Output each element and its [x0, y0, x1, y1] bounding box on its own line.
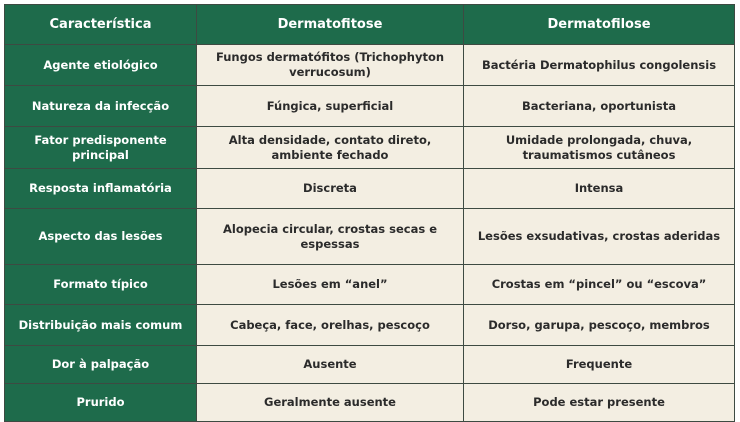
- dermatofilose-cell: Frequente: [464, 346, 735, 384]
- table-row: [5, 86, 735, 127]
- header-caracteristica: Característica: [5, 5, 197, 45]
- row-label: Distribuição mais comum: [5, 305, 197, 346]
- header-dermatofilose: Dermatofilose: [464, 5, 735, 45]
- dermatofitose-cell: Lesões em “anel”: [197, 265, 464, 305]
- dermatofitose-cell: Fungos dermatófitos (Trichophyton verrucosum): [197, 45, 464, 86]
- row-label: Aspecto das lesões: [5, 209, 197, 265]
- table-row: [5, 265, 735, 305]
- dermatofitose-cell: Alta densidade, contato direto, ambiente fechado: [197, 127, 464, 169]
- dermatofilose-cell: Bacteriana, oportunista: [464, 86, 735, 127]
- table-row: [5, 384, 735, 422]
- comparison-table-container: [4, 4, 735, 422]
- dermatofitose-cell: Discreta: [197, 169, 464, 209]
- header-dermatofitose: Dermatofitose: [197, 5, 464, 45]
- row-label: Dor à palpação: [5, 346, 197, 384]
- dermatofilose-cell: Dorso, garupa, pescoço, membros: [464, 305, 735, 346]
- dermatofilose-cell: Intensa: [464, 169, 735, 209]
- table-row: [5, 209, 735, 265]
- dermatofitose-cell: Geralmente ausente: [197, 384, 464, 422]
- row-label: Agente etiológico: [5, 45, 197, 86]
- dermatofilose-cell: Lesões exsudativas, crostas aderidas: [464, 209, 735, 265]
- dermatofilose-cell: Crostas em “pincel” ou “escova”: [464, 265, 735, 305]
- table-row: [5, 305, 735, 346]
- comparison-table: [4, 4, 735, 422]
- table-row: [5, 45, 735, 86]
- table-row: [5, 169, 735, 209]
- dermatofilose-cell: Bactéria Dermatophilus congolensis: [464, 45, 735, 86]
- row-label: Prurido: [5, 384, 197, 422]
- table-row: [5, 127, 735, 169]
- dermatofilose-cell: Pode estar presente: [464, 384, 735, 422]
- table-row: [5, 346, 735, 384]
- row-label: Fator predisponente principal: [5, 127, 197, 169]
- dermatofilose-cell: Umidade prolongada, chuva, traumatismos cutâneos: [464, 127, 735, 169]
- table-header-row: [5, 5, 735, 45]
- row-label: Natureza da infecção: [5, 86, 197, 127]
- row-label: Resposta inflamatória: [5, 169, 197, 209]
- dermatofitose-cell: Cabeça, face, orelhas, pescoço: [197, 305, 464, 346]
- row-label: Formato típico: [5, 265, 197, 305]
- dermatofitose-cell: Fúngica, superficial: [197, 86, 464, 127]
- dermatofitose-cell: Ausente: [197, 346, 464, 384]
- dermatofitose-cell: Alopecia circular, crostas secas e espessas: [197, 209, 464, 265]
